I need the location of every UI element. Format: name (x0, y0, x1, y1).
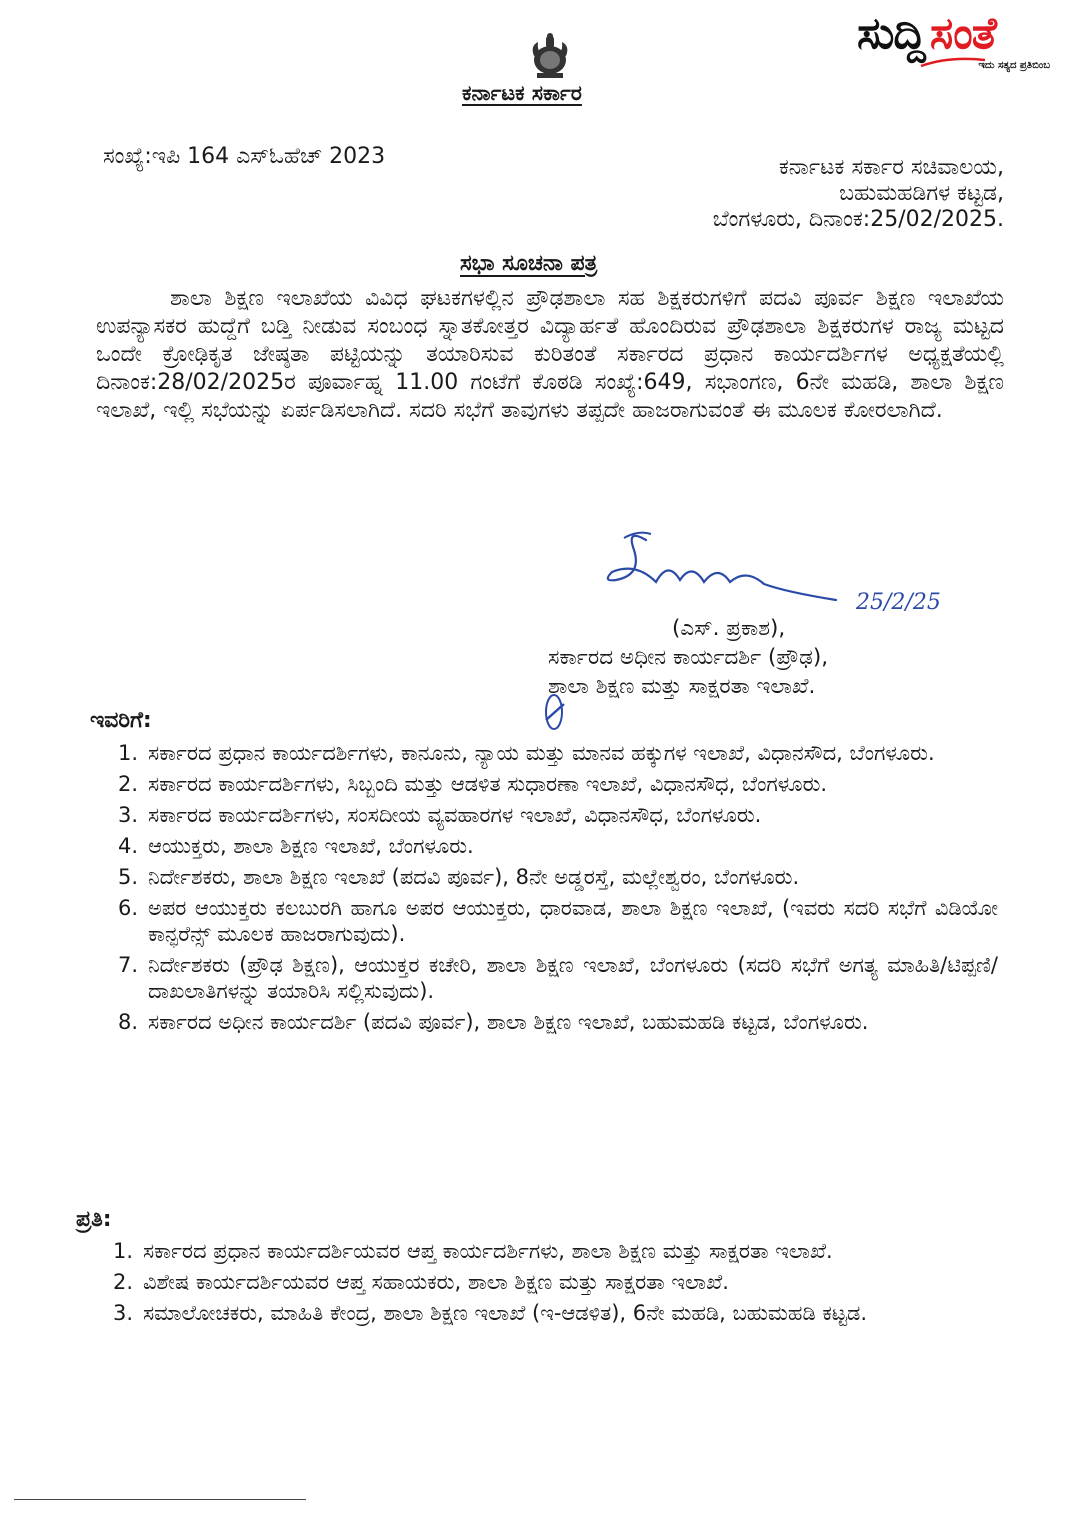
logo-text-red: ಸಂತೆ (929, 8, 996, 59)
recipients-heading: ಇವರಿಗೆ: (90, 708, 152, 733)
item-text: ಸರ್ಕಾರದ ಅಧೀನ ಕಾರ್ಯದರ್ಶಿ (ಪದವಿ ಪೂರ್ವ), ಶಾಲಾ ಶಿಕ್ಷಣ ಇಲಾಖೆ, ಬಹುಮಹಡಿ ಕಟ್ಟಡ, ಬೆಂಗಳೂರು. (148, 1010, 869, 1034)
list-item (118, 771, 998, 797)
copy-list (113, 1238, 903, 1331)
list-item (118, 864, 998, 890)
item-number: 2. (118, 772, 139, 796)
recipients-list (118, 740, 998, 1040)
list-item (118, 952, 998, 1004)
list-item (118, 1009, 998, 1035)
item-number: 6. (118, 896, 139, 920)
list-item (118, 833, 998, 859)
list-item (118, 802, 998, 828)
item-number: 8. (118, 1010, 139, 1034)
item-number: 3. (113, 1301, 134, 1325)
reference-number: ಸಂಖ್ಯೆ:ಇಪಿ 164 ಎಸ್‌ಓಹೆಚ್ 2023 (103, 144, 386, 169)
office-address (713, 155, 1004, 233)
signature-icon (596, 520, 856, 610)
address-line: ಕರ್ನಾಟಕ ಸರ್ಕಾರ ಸಚಿವಾಲಯ, (778, 155, 1004, 180)
footer-divider (14, 1499, 306, 1500)
item-number: 1. (118, 741, 139, 765)
pen-mark-icon (536, 690, 572, 734)
government-title: ಕರ್ನಾಟಕ ಸರ್ಕಾರ (462, 81, 582, 105)
item-number: 3. (118, 803, 139, 827)
item-text: ನಿರ್ದೇಶಕರು, ಶಾಲಾ ಶಿಕ್ಷಣ ಇಲಾಖೆ (ಪದವಿ ಪೂರ್ವ), 8ನೇ ಅಡ್ಡರಸ್ತೆ, ಮಲ್ಲೇಶ್ವರಂ, ಬೆಂಗಳೂರು. (148, 865, 800, 889)
item-text: ವಿಶೇಷ ಕಾರ್ಯದರ್ಶಿಯವರ ಆಪ್ತ ಸಹಾಯಕರು, ಶಾಲಾ ಶಿಕ್ಷಣ ಮತ್ತು ಸಾಕ್ಷರತಾ ಇಲಾಖೆ. (143, 1270, 729, 1294)
item-text: ಆಯುಕ್ತರು, ಶಾಲಾ ಶಿಕ್ಷಣ ಇಲಾಖೆ, ಬೆಂಗಳೂರು. (148, 834, 474, 858)
list-item (113, 1269, 903, 1295)
item-text: ಸರ್ಕಾರದ ಕಾರ್ಯದರ್ಶಿಗಳು, ಸಿಬ್ಬಂದಿ ಮತ್ತು ಆಡಳಿತ ಸುಧಾರಣಾ ಇಲಾಖೆ, ವಿಧಾನಸೌಧ, ಬೆಂಗಳೂರು. (148, 772, 828, 796)
brand-logo (857, 10, 1062, 78)
item-text: ಸರ್ಕಾರದ ಪ್ರಧಾನ ಕಾರ್ಯದರ್ಶಿಗಳು, ಕಾನೂನು, ನ್ಯಾಯ ಮತ್ತು ಮಾನವ ಹಕ್ಕುಗಳ ಇಲಾಖೆ, ವಿಧಾನಸೌದ, ಬೆಂಗಳೂರು. (148, 741, 935, 765)
item-number: 1. (113, 1239, 134, 1263)
logo-tagline: ಇದು ಸತ್ಯದ ಪ್ರತಿಬಿಂಬ (978, 60, 1050, 71)
address-line: ಬಹುಮಹಡಿಗಳ ಕಟ್ಟಡ, (839, 181, 1004, 206)
signatory-department: ಶಾಲಾ ಶಿಕ್ಷಣ ಮತ್ತು ಸಾಕ್ಷರತಾ ಇಲಾಖೆ. (548, 674, 816, 699)
item-number: 4. (118, 834, 139, 858)
signatory-name: (ಎಸ್. ಪ್ರಕಾಶ), (672, 616, 786, 641)
address-line: ಬೆಂಗಳೂರು, ದಿನಾಂಕ:25/02/2025. (712, 207, 1004, 232)
list-item (118, 895, 998, 947)
handwritten-date: 25/2/25 (856, 590, 941, 615)
item-text: ಸರ್ಕಾರದ ಪ್ರಧಾನ ಕಾರ್ಯದರ್ಶಿಯವರ ಆಪ್ತ ಕಾರ್ಯದರ್ಶಿಗಳು, ಶಾಲಾ ಶಿಕ್ಷಣ ಮತ್ತು ಸಾಕ್ಷರತಾ ಇಲಾಖೆ. (143, 1239, 833, 1263)
item-text: ಸಮಾಲೋಚಕರು, ಮಾಹಿತಿ ಕೇಂದ್ರ, ಶಾಲಾ ಶಿಕ್ಷಣ ಇಲಾಖೆ (ಇ-ಆಡಳಿತ), 6ನೇ ಮಹಡಿ, ಬಹುಮಹಡಿ ಕಟ್ಟಡ. (143, 1301, 868, 1325)
list-item (113, 1238, 903, 1264)
signatory-designation: ಸರ್ಕಾರದ ಅಧೀನ ಕಾರ್ಯದರ್ಶಿ (ಪ್ರೌಢ), (548, 645, 829, 670)
copy-heading: ಪ್ರತಿ: (76, 1207, 112, 1232)
list-item (118, 740, 998, 766)
item-text: ಸರ್ಕಾರದ ಕಾರ್ಯದರ್ಶಿಗಳು, ಸಂಸದೀಯ ವ್ಯವಹಾರಗಳ ಇಲಾಖೆ, ವಿಧಾನಸೌಧ, ಬೆಂಗಳೂರು. (148, 803, 762, 827)
notice-body: ಶಾಲಾ ಶಿಕ್ಷಣ ಇಲಾಖೆಯ ವಿವಿಧ ಘಟಕಗಳಲ್ಲಿನ ಪ್ರೌಢಶಾಲಾ ಸಹ ಶಿಕ್ಷಕರುಗಳಿಗೆ ಪದವಿ ಪೂರ್ವ ಶಿಕ್ಷಣ ಇಲಾಖೆಯ ಉಪನ್ಯಾಸಕರ ಹುದ್ದೆಗೆ ಬಡ್ತಿ ನೀಡುವ ಸಂಬಂಧ ಸ್ನಾತಕೋತ್ತರ ವಿದ್ಯಾರ್ಹತೆ ಹೊಂದಿರುವ ಪ್ರೌಢಶಾಲಾ ಶಿಕ್ಷಕರುಗಳ ರಾಜ್ಯ ಮಟ್ಟದ ಒಂದೇ ಕ್ರೋಢಿಕೃತ ಜೇಷ್ಠತಾ ಪಟ್ಟಿಯನ್ನು ತಯಾರಿಸುವ ಕುರಿತಂತೆ ಸರ್ಕಾರದ ಪ್ರಧಾನ ಕಾರ್ಯದರ್ಶಿಗಳ ಅಧ್ಯಕ್ಷತೆಯಲ್ಲಿ ದಿನಾಂಕ:28/02/2025ರ ಪೂರ್ವಾಹ್ನ 11.00 ಗಂಟೆಗೆ ಕೊಠಡಿ ಸಂಖ್ಯೆ:649, ಸಭಾಂಗಣ, 6ನೇ ಮಹಡಿ, ಶಾಲಾ ಶಿಕ್ಷಣ ಇಲಾಖೆ, ಇಲ್ಲಿ ಸಭೆಯನ್ನು ಏರ್ಪಡಿಸಲಾಗಿದೆ. ಸದರಿ ಸಭೆಗೆ ತಾವುಗಳು ತಪ್ಪದೇ ಹಾಜರಾಗುವಂತೆ ಈ ಮೂಲಕ ಕೋರಲಾಗಿದೆ. (96, 286, 1004, 423)
signatory-block (548, 614, 828, 701)
item-number: 7. (118, 953, 139, 977)
item-number: 2. (113, 1270, 134, 1294)
item-text: ನಿರ್ದೇಶಕರು (ಪ್ರೌಢ ಶಿಕ್ಷಣ), ಆಯುಕ್ತರ ಕಚೇರಿ, ಶಾಲಾ ಶಿಕ್ಷಣ ಇಲಾಖೆ, ಬೆಂಗಳೂರು (ಸದರಿ ಸಭೆಗೆ ಅಗತ್ಯ ಮಾಹಿತಿ/ಟಿಪ್ಪಣಿ/ದಾಖಲಾತಿಗಳನ್ನು ತಯಾರಿಸಿ ಸಲ್ಲಿಸುವುದು). (148, 953, 998, 1003)
notice-title: ಸಭಾ ಸೂಚನಾ ಪತ್ರ (460, 251, 598, 276)
list-item (113, 1300, 903, 1326)
item-text: ಅಪರ ಆಯುಕ್ತರು ಕಲಬುರಗಿ ಹಾಗೂ ಅಪರ ಆಯುಕ್ತರು, ಧಾರವಾಡ, ಶಾಲಾ ಶಿಕ್ಷಣ ಇಲಾಖೆ, (ಇವರು ಸದರಿ ಸಭೆಗೆ ವಿಡಿಯೋ ಕಾನ್ಫರೆನ್ಸ್ ಮೂಲಕ ಹಾಜರಾಗುವುದು). (148, 896, 998, 946)
signature-date (856, 590, 941, 615)
item-number: 5. (118, 865, 139, 889)
logo-text-dark: ಸುದ್ದಿ (857, 8, 925, 59)
karnataka-emblem-icon (525, 30, 575, 80)
